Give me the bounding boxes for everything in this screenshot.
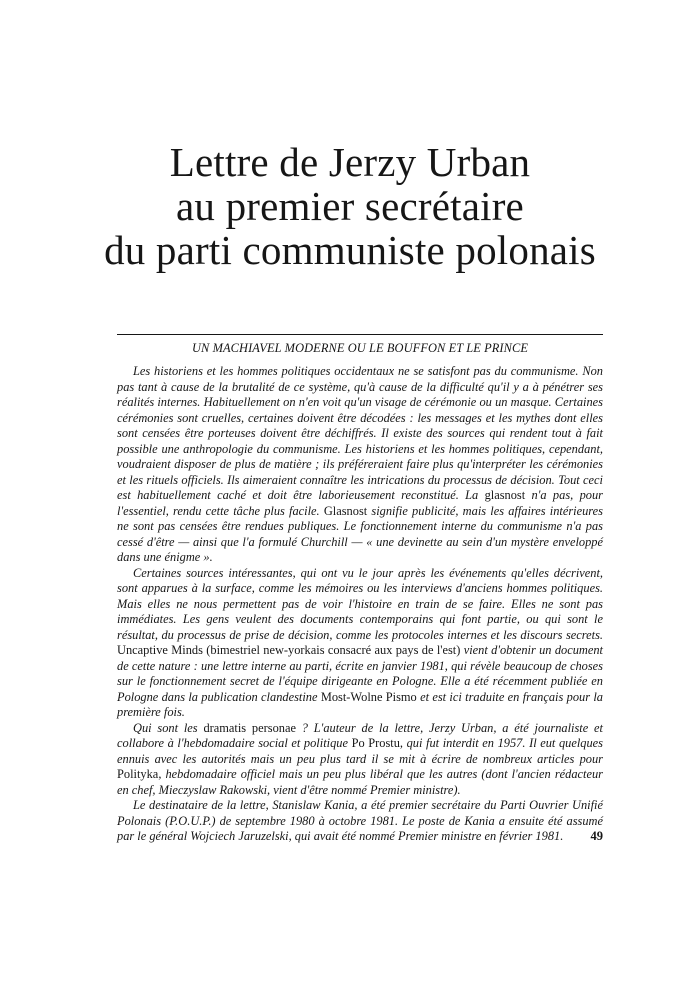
paragraph-1	[117, 364, 603, 566]
paragraph-1-roman-1: glasnost	[484, 488, 526, 502]
title-line-1: Lettre de Jerzy Urban	[169, 139, 531, 185]
paragraph-3-italic-4: , hebdomadaire officiel mais un peu plus libéral que les autres (dont l'ancien rédacteur en chef, Mieczyslaw Rakowski, vient d'être nommé Premier ministre).	[117, 767, 603, 797]
paragraph-1-roman-2: Glasnost	[323, 503, 368, 518]
page-number: 49	[590, 829, 603, 843]
paragraph-3-roman-3: Polityka	[117, 767, 159, 781]
paragraph-1-italic-3: signifie publicité, mais les affaires intérieures ne sont pas censées être rendues publiques. Le fonctionnement interne du communisme n'a pas cessé d'être — ainsi que l'a formulé Churchill — « une devinette au sein d'un mystère enveloppé dans une énigme ».	[117, 503, 603, 564]
paragraph-3-italic-3: , qui fut interdit en 1957. Il eut quelques ennuis avec les autorités mais un peu plus tard il se mit à écrire de nombreux articles pour	[117, 736, 603, 766]
article-body	[117, 364, 603, 845]
paragraph-3-italic-1: Qui sont les	[133, 720, 204, 735]
horizontal-rule	[117, 334, 603, 335]
paragraph-2	[117, 566, 603, 721]
paragraph-3-roman-2: Po Prostu	[351, 736, 400, 750]
paragraph-2-italic-3: et est ici traduite en français pour la première fois.	[117, 689, 603, 719]
article-title	[80, 140, 620, 272]
paragraph-3	[117, 721, 603, 799]
paragraph-3-roman-1: dramatis personae	[203, 720, 296, 735]
title-line-3: du parti communiste polonais	[104, 227, 596, 273]
paragraph-2-roman-2: Most-Wolne Pismo	[320, 689, 417, 704]
paragraph-4	[117, 798, 603, 845]
paragraph-1-italic-1: Les historiens et les hommes politiques occidentaux ne se satisfont pas du communisme. Non pas tant à cause de la brutalité de ce système, qu'à cause de la difficulté qu'il y a à pénétrer ses réalités internes. Habituellement on n'en voit qu'un visage de cérémonie ou un masque. Certaines cérémonies sont cruelles, certaines doivent être décodées : les messages et les mythes dont elles sont censées être porteuses doivent être déchiffrés. Il existe des sources qui rendent tout à fait possible une anthropologie du communisme. Les historiens et les hommes politiques, cependant, voudraient disposer de plus de matière ; ils préféreraient faire plus qu'interpréter les cérémonies et les rituels officiels. Ils aimeraient connaître les intrications du processus de décision. Tout ceci est habituellement caché et doit être laborieusement reconstitué. La	[117, 364, 603, 502]
paragraph-2-italic-2: vient d'obtenir un document de cette nature : une lettre interne au parti, écrite en janvier 1981, qui révèle beaucoup de choses sur le fonctionnement secret de l'équipe dirigeante en Pologne. Elle a été récemment publiée en Pologne dans la publication clandestine	[117, 643, 604, 704]
title-line-2: au premier secrétaire	[176, 183, 524, 229]
paragraph-3-italic-2: ? L'auteur de la lettre, Jerzy Urban, a été journaliste et collabore à l'hebdomadaire social et politique	[117, 720, 603, 750]
paragraph-2-italic-1: Certaines sources intéressantes, qui ont vu le jour après les événements qu'elles décrivent, sont apparues à la surface, comme les mémoires ou les interviews d'anciens hommes politiques. Mais elles ne nous permettent pas de voir l'histoire en train de se faire. Elles ne sont pas immédiates. Les gens veulent des documents contemporains qui font partie, ou qui sont le résultat, du processus de prise de décision, comme les protocoles internes et les discours secrets.	[117, 565, 603, 642]
paragraph-2-roman-1: Uncaptive Minds (bimestriel new-yorkais consacré aux pays de l'est)	[117, 643, 461, 657]
subtitle: UN MACHIAVEL MODERNE OU LE BOUFFON ET LE PRINCE	[191, 341, 529, 355]
paragraph-1-italic-2: n'a pas, pour l'essentiel, rendu cette tâche plus facile.	[117, 488, 603, 518]
paragraph-4-italic-1: Le destinataire de la lettre, Stanislaw Kania, a été premier secrétaire du Parti Ouvrier Unifié Polonais (P.O.U.P.) de septembre 1980 à octobre 1981. Le poste de Kania a ensuite été assumé par le général Wojciech Jaruzelski, qui avait été nommé Premier ministre en février 1981.	[117, 798, 603, 843]
